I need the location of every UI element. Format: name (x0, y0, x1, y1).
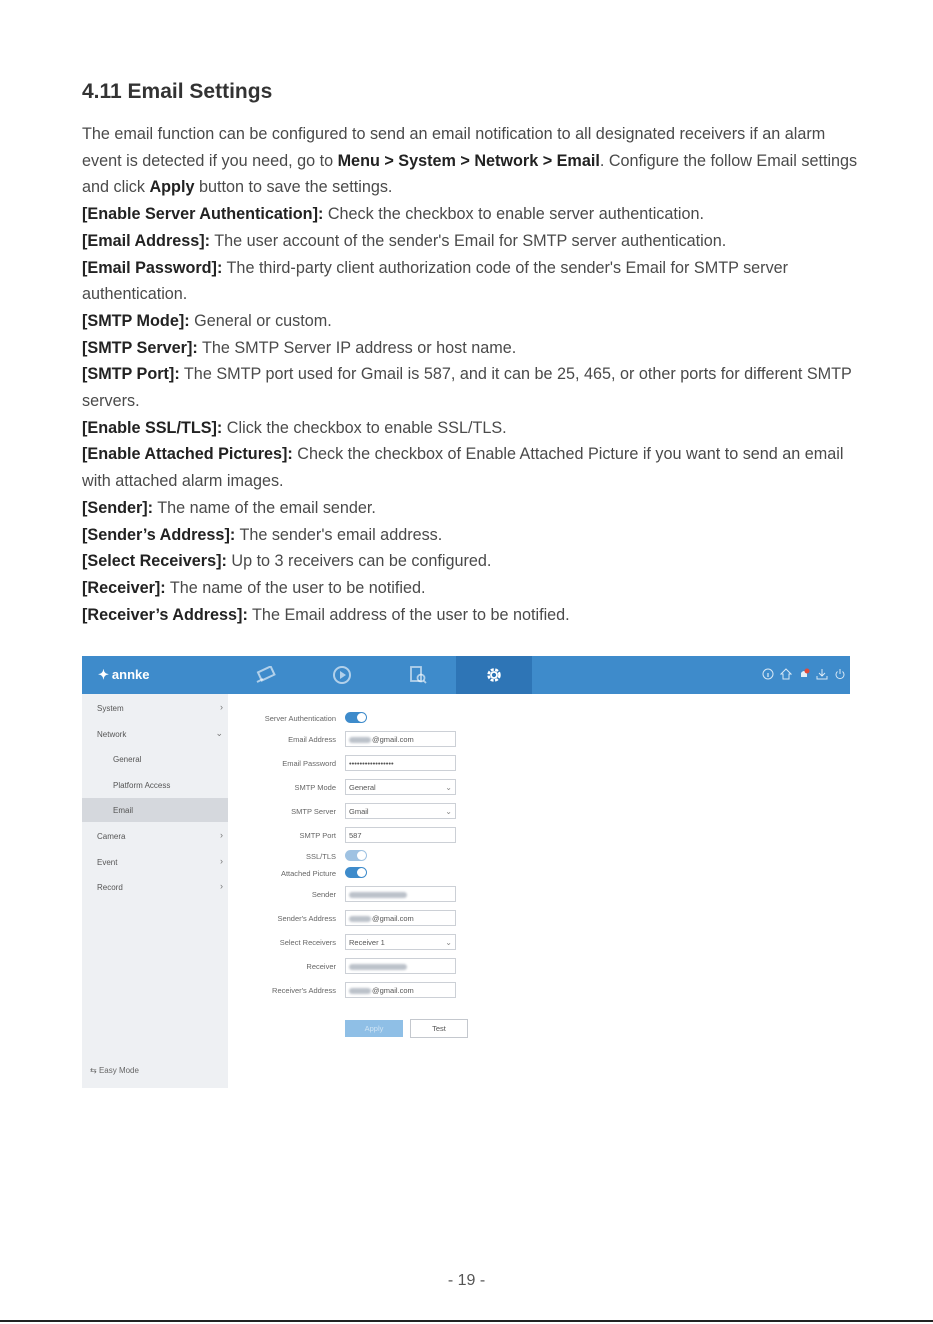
def-senders-address: [Sender’s Address]: The sender's email address. (82, 525, 443, 544)
chevron-right-icon: › (220, 856, 223, 866)
top-navigation-bar (82, 656, 850, 694)
file-search-icon (408, 665, 428, 685)
def-smtp-mode: [SMTP Mode]: General or custom. (82, 311, 332, 330)
def-server-auth: [Enable Server Authentication]: Check the checkbox to enable server authentication. (82, 205, 704, 224)
apply-button[interactable]: Apply (345, 1020, 403, 1037)
power-icon[interactable] (834, 668, 846, 680)
senders-address-input[interactable]: @gmail.com (345, 910, 456, 926)
def-ssl-tls: [Enable SSL/TLS]: Click the checkbox to enable SSL/TLS. (82, 418, 507, 437)
def-receivers-address: [Receiver’s Address]: The Email address of the user to be notified. (82, 605, 570, 624)
swap-icon: ⇆ (90, 1066, 97, 1075)
smtp-port-input[interactable]: 587 (345, 827, 456, 843)
row-ssl-tls: SSL/TLS (228, 848, 628, 866)
test-button[interactable]: Test (410, 1019, 468, 1038)
playback-icon (332, 665, 352, 685)
live-view-tab[interactable] (228, 656, 304, 694)
sidebar-item-system[interactable]: System › (97, 702, 223, 713)
brand-logo: ✦ annke (98, 667, 150, 682)
smtp-server-select[interactable]: Gmail ⌄ (345, 803, 456, 819)
def-attached-pictures: [Enable Attached Pictures]: Check the checkbox of Enable Attached Picture if you want to send an email with attached alarm images. (82, 445, 844, 491)
email-settings-screenshot (82, 656, 850, 1088)
playback-tab[interactable] (304, 656, 380, 694)
receiver-input[interactable] (345, 958, 456, 974)
def-sender: [Sender]: The name of the email sender. (82, 498, 376, 517)
sidebar-item-platform-access[interactable]: Platform Access (113, 781, 171, 790)
def-receiver: [Receiver]: The name of the user to be notified. (82, 578, 426, 597)
smtp-mode-select[interactable]: General ⌄ (345, 779, 456, 795)
logo-icon: ✦ (98, 667, 109, 682)
sidebar-item-network[interactable]: Network ⌄ (97, 728, 223, 739)
sidebar-item-camera[interactable]: Camera › (97, 830, 223, 841)
row-sender: Sender (228, 886, 628, 904)
section-title: 4.11 Email Settings (82, 80, 273, 103)
email-settings-form (228, 694, 850, 1088)
chevron-right-icon: › (220, 881, 223, 891)
intro-paragraph: The email function can be configured to send an email notification to all designated receivers if an alarm event is detected if you need, go to Menu > System > Network > Email. Configure the follow Email settings and click Apply button to save the settings. (82, 125, 858, 197)
row-select-receivers: Select Receivers Receiver 1 ⌄ (228, 934, 628, 952)
gear-icon (484, 665, 504, 685)
row-receivers-address: Receiver's Address @gmail.com (228, 982, 628, 1000)
chevron-right-icon: › (220, 702, 223, 712)
page-number: - 19 - (447, 1272, 486, 1289)
apply-word: Apply (149, 178, 195, 197)
chevron-right-icon: › (220, 830, 223, 840)
email-address-input[interactable]: @gmail.com (345, 731, 456, 747)
home-icon[interactable] (780, 668, 792, 680)
chevron-down-icon: ⌄ (445, 807, 452, 816)
sidebar-item-record[interactable]: Record › (97, 881, 223, 892)
row-email-password: Email Password ••••••••••••••••• (228, 755, 628, 773)
menu-path: Menu > System > Network > Email (337, 151, 600, 170)
sidebar-item-email[interactable]: Email (82, 798, 228, 822)
def-email-password: [Email Password]: The third-party client authorization code of the sender's Email for SMTP server authentication. (82, 258, 789, 304)
chevron-down-icon: ⌄ (445, 783, 452, 792)
row-receiver: Receiver (228, 958, 628, 976)
top-icons (762, 668, 846, 680)
row-server-authentication: Server Authentication (228, 710, 628, 728)
row-smtp-mode: SMTP Mode General ⌄ (228, 779, 628, 797)
receivers-address-input[interactable]: @gmail.com (345, 982, 456, 998)
attached-picture-toggle[interactable] (345, 867, 367, 878)
chevron-down-icon: ⌄ (445, 938, 452, 947)
def-smtp-server: [SMTP Server]: The SMTP Server IP address or host name. (82, 338, 517, 357)
info-icon[interactable] (762, 668, 774, 680)
file-search-tab[interactable] (380, 656, 456, 694)
row-senders-address: Sender's Address @gmail.com (228, 910, 628, 928)
download-icon[interactable] (816, 668, 828, 680)
camera-icon (253, 666, 279, 684)
settings-sidebar (82, 694, 229, 1088)
alarm-bell-icon[interactable] (798, 668, 810, 680)
settings-tab[interactable] (456, 656, 532, 694)
def-smtp-port: [SMTP Port]: The SMTP port used for Gmail is 587, and it can be 25, 465, or other ports for different SMTP servers. (82, 365, 852, 411)
easy-mode-button[interactable]: ⇆ Easy Mode (90, 1066, 139, 1075)
def-email-address: [Email Address]: The user account of the sender's Email for SMTP server authentication. (82, 231, 727, 250)
sender-input[interactable] (345, 886, 456, 902)
def-select-receivers: [Select Receivers]: Up to 3 receivers can be configured. (82, 552, 492, 571)
row-smtp-server: SMTP Server Gmail ⌄ (228, 803, 628, 821)
bottom-rule (0, 1320, 933, 1322)
select-receivers-select[interactable]: Receiver 1 ⌄ (345, 934, 456, 950)
ssl-tls-toggle[interactable] (345, 850, 367, 861)
row-smtp-port: SMTP Port 587 (228, 827, 628, 845)
row-attached-picture: Attached Picture (228, 865, 628, 883)
chevron-down-icon: ⌄ (215, 728, 223, 738)
sidebar-item-event[interactable]: Event › (97, 856, 223, 867)
body-text (82, 121, 862, 628)
email-password-input[interactable]: ••••••••••••••••• (345, 755, 456, 771)
row-email-address: Email Address @gmail.com (228, 731, 628, 749)
server-authentication-toggle[interactable] (345, 712, 367, 723)
sidebar-item-general[interactable]: General (113, 755, 142, 764)
